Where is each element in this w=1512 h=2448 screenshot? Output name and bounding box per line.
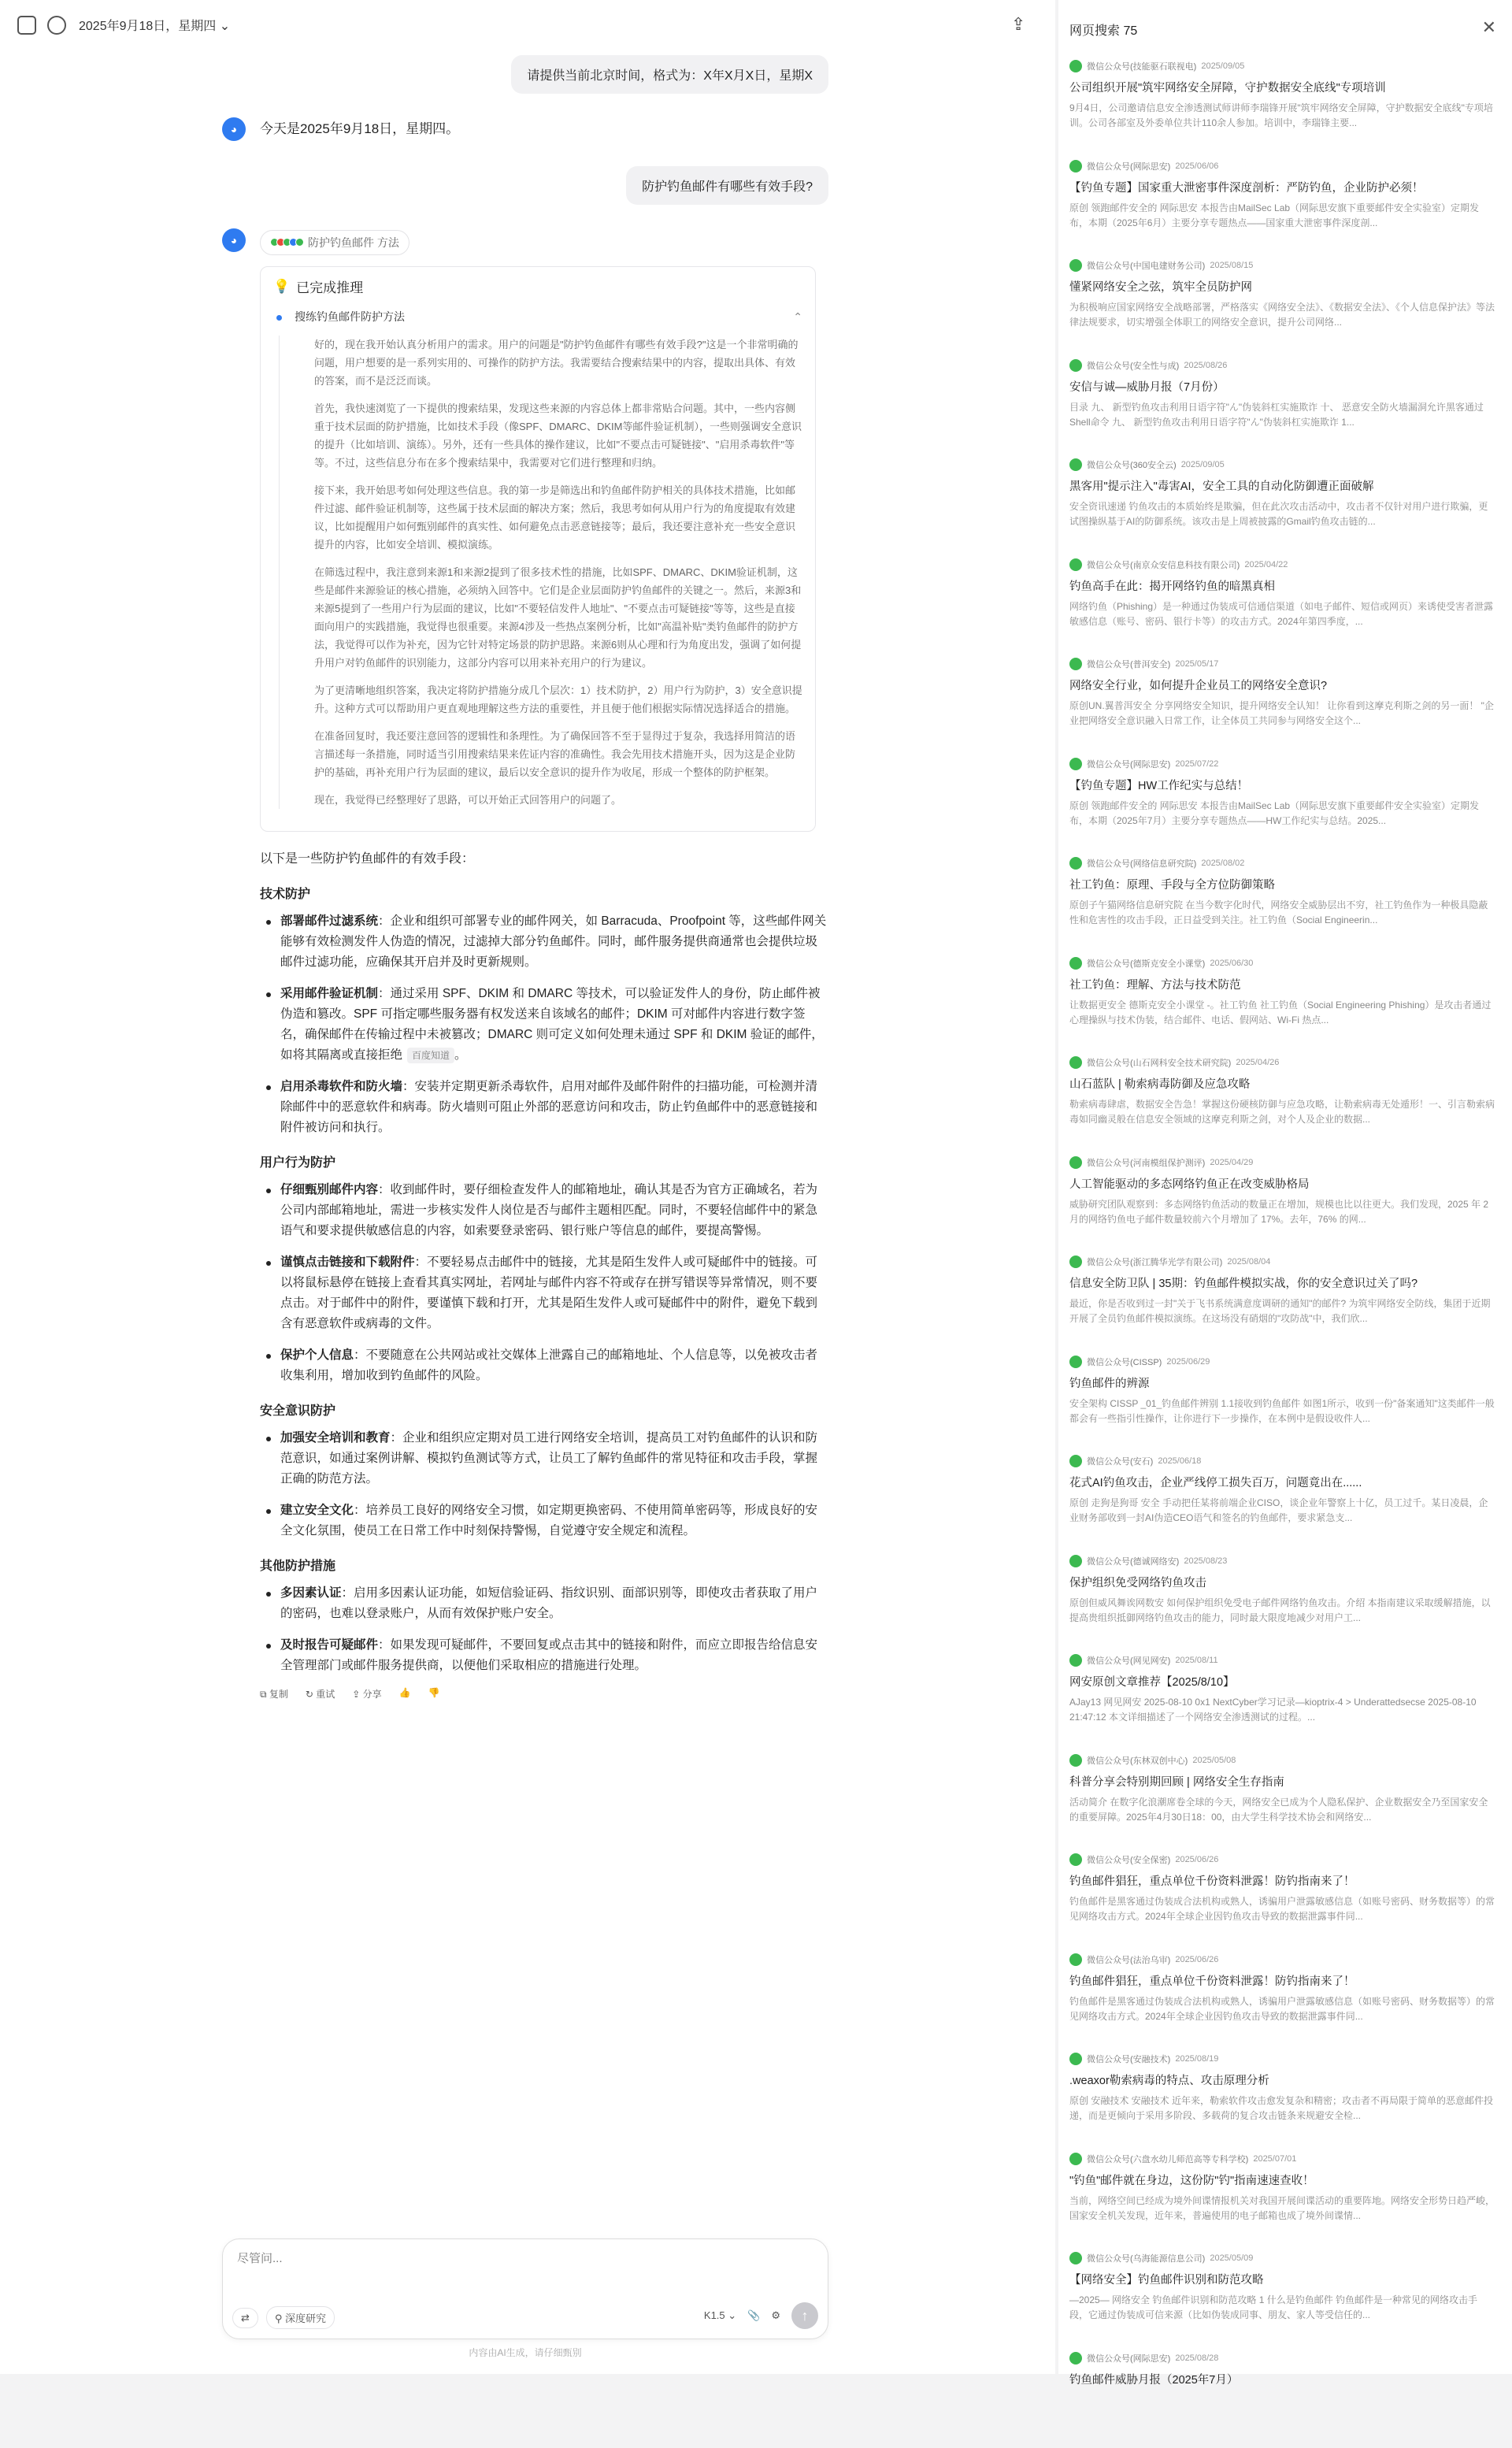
source-name: 微信公众号(乌海能源信息公司) [1087,2252,1205,2264]
source-date: 2025/08/19 [1175,2054,1218,2064]
source-name: 微信公众号(安全保密) [1087,1853,1170,1866]
section-heading: 其他防护措施 [260,1556,828,1574]
wechat-icon [1069,1256,1082,1268]
source-name: 微信公众号(技能驱石联视电) [1087,60,1196,72]
source-card[interactable] [1069,455,1495,555]
source-meta [1069,1852,1495,1868]
source-name: 微信公众号(南京众安信息科技有限公司) [1087,558,1240,571]
source-date: 2025/06/30 [1210,959,1253,968]
thumbs-up-icon[interactable]: 👍 [399,1687,411,1701]
wechat-icon [1069,1853,1082,1866]
reasoning-paragraph: 在准备回复时，我还要注意回答的逻辑性和条理性。为了确保回答不至于显得过于复杂，我选择用简洁的语言描述每一条措施，同时适当引用搜索结果来佐证内容的准确性。我会先用技术措施开头，因为这是企业防护的基础，再补充用户行为层面的建议，最后以安全意识的提升作为收尾，形成一个整体的防护框架。 [314,727,802,781]
item-title: 多因素认证 [280,1586,342,1600]
source-title[interactable]: 山石蓝队 | 勒索病毒防御及应急攻略 [1069,1075,1495,1092]
source-title[interactable]: 钓鱼邮件猖狂，重点单位千份资料泄露！防钓指南来了！ [1069,1872,1495,1889]
settings-icon[interactable]: ⚙ [771,2309,780,2322]
source-name: 微信公众号(德诚网络安) [1087,1555,1179,1567]
source-snippet: 为积极响应国家网络安全战略部署，严格落实《网络安全法》、《数据安全法》、《个人信息保护法》等法律法规要求，切实增强全体职工的网络安全意识，提升公司网络... [1069,300,1495,330]
source-name: 微信公众号(网际思安) [1087,2352,1170,2365]
item-title: 采用邮件验证机制 [280,987,378,1000]
new-chat-icon[interactable] [47,16,66,35]
source-meta [1069,1354,1495,1370]
source-meta [1069,2250,1495,2266]
source-meta [1069,1155,1495,1170]
reasoning-paragraph: 为了更清晰地组织答案，我决定将防护措施分成几个层次：1）技术防护，2）用户行为防护，3）安全意识提升。这种方式可以帮助用户更直观地理解这些方法的重要性，并且便于他们根据实际情况选择适合的措施。 [314,681,802,718]
reasoning-header[interactable] [273,276,802,296]
source-meta [1069,557,1495,573]
source-title[interactable]: 网安原创文章推荐【2025/8/10】 [1069,1673,1495,1689]
source-date: 2025/08/15 [1210,261,1253,270]
copy-button[interactable]: ⧉ 复制 [260,1687,288,1701]
list-item [260,911,828,973]
source-title[interactable]: 花式AI钓鱼攻击，企业严线停工损失百万，问题竟出在...... [1069,1474,1495,1490]
source-snippet: 网络钓鱼（Phishing）是一种通过伪装成可信通信渠道（如电子邮件、短信或网页）来诱使受害者泄露敏感信息（账号、密码、银行卡等）的攻击方式。2024年第四季度，... [1069,599,1495,629]
source-name: 微信公众号(中国电建财务公司) [1087,259,1205,272]
source-date: 2025/09/05 [1181,460,1225,469]
source-meta [1069,756,1495,772]
source-date: 2025/04/26 [1236,1058,1279,1067]
source-name: 微信公众号(普洱安全) [1087,658,1170,670]
list-item [260,1428,828,1489]
source-snippet: 当前，网络空间已经成为境外间谍情报机关对我国开展间谍活动的重要阵地。网络安全形势日趋严峻，国家安全机关发现，近年来，普遍使用的电子邮箱也成了境外间谍情... [1069,2194,1495,2224]
sources-panel [1058,0,1512,2374]
source-snippet: 原创但威风舞诶网数安 如何保护组织免受电子邮件网络钓鱼攻击。介绍 本指南建议采取缓解措施，以提高贵组织抵御网络钓鱼攻击的能力，同时最大限度地减少对用户工... [1069,1596,1495,1626]
source-date: 2025/06/26 [1175,1955,1218,1964]
source-title[interactable]: .weaxor勒索病毒的特点、攻击原理分析 [1069,2072,1495,2088]
item-tail: 。 [454,1048,467,1062]
wechat-icon [1069,758,1082,770]
source-title[interactable]: 钓鱼邮件猖狂，重点单位千份资料泄露！防钓指南来了！ [1069,1972,1495,1989]
list-item [260,984,828,1066]
source-snippet: 安全架构 CISSP _01_钓鱼邮件辨别 1.1接收到钓鱼邮件 如图1所示，收到一份"备案通知"这类邮件一般都会有一些指引性操作，让你进行下一步操作，在本例中是假设收件人... [1069,1396,1495,1426]
list-item [260,1252,828,1334]
sources-title: 网页搜索 75 [1069,20,1137,39]
source-card[interactable] [1069,1252,1495,1352]
item-title: 及时报告可疑邮件 [280,1638,378,1652]
tools-icon[interactable]: ⇄ [232,2308,258,2328]
source-title[interactable]: 公司组织开展"筑牢网络安全屏障，守护数据安全底线"专项培训 [1069,79,1495,95]
source-date: 2025/08/02 [1201,859,1244,868]
user-message: 请提供当前北京时间，格式为：X年X月X日，星期X [511,55,828,94]
source-card[interactable] [1069,57,1495,157]
assistant-text: 今天是2025年9月18日，星期四。 [260,119,828,139]
source-card[interactable] [1069,1850,1495,1950]
source-date: 2025/08/28 [1175,2353,1218,2363]
item-title: 启用杀毒软件和防火墙 [280,1080,402,1093]
source-card[interactable] [1069,2149,1495,2250]
source-name: 微信公众号(CISSP) [1087,1356,1162,1368]
source-card[interactable] [1069,1452,1495,1552]
source-meta [1069,1553,1495,1569]
reasoning-paragraph: 首先，我快速浏览了一下提供的搜索结果，发现这些来源的内容总体上都非常贴合问题。其中，一些内容侧重于技术层面的防护措施，比如技术手段（像SPF、DMARC、DKIM等邮件验证机制），一些则强调安全意识的提升（比如培训、演练）。另外，还有一些具体的操作建议，比如"不要点击可疑链接"、"启用杀毒软件"等等。不过，这些信息分布在多个搜索结果中，我需要对它们进行整理和归纳。 [314,399,802,472]
reasoning-step[interactable] [273,309,802,325]
list-item [260,1077,828,1138]
source-snippet: 原创 安融技术 安融技术 近年来，勒索软件攻击愈发复杂和精密；攻击者不再局限于简单的恶意邮件投递，而是更倾向于采用多阶段、多载荷的复合攻击链条来规避安全检... [1069,2094,1495,2123]
item-title: 部署邮件过滤系统 [280,914,378,928]
assistant-message [222,119,828,139]
item-title: 仔细甄别邮件内容 [280,1183,378,1196]
wechat-icon [1069,359,1082,372]
reasoning-paragraph: 好的，现在我开始认真分析用户的需求。用户的问题是"防护钓鱼邮件有哪些有效手段?"这是一个非常明确的问题，用户想要的是一系列实用的、可操作的防护方法。我需要结合搜索结果中的内容，提取出具体、有效的答案，而不是泛泛而谈。 [314,336,802,390]
item-text: ：企业和组织可部署专业的邮件网关，如 Barracuda、Proofpoint 等，这些邮件网关能够有效检测发件人伪造的情况，过滤掉大部分钓鱼邮件。同时，邮件服务提供商通常也会提供垃圾邮件过滤功能，应确保其开启并及时更新规则。 [280,914,826,969]
reasoning-paragraph: 在筛选过程中，我注意到来源1和来源2提到了很多技术性的措施，比如SPF、DMARC、DKIM验证机制，这些是邮件来源验证的核心措施，必须纳入回答中。它们是企业层面防护钓鱼邮件的关键之一。然后，来源3和来源5提到了一些用户行为层面的建议，比如"不要轻信发件人地址"、"不要点击可疑链接"等等，这些是直接面向用户的实践措施，我觉得也很重要。来源4涉及一些热点案例分析，比如"高温补贴"类钓鱼邮件的防护方法，我觉得可以作为补充，因为它针对特定场景的防护思路。来源6则从心理和行为角度出发，强调了如何提升用户对钓鱼邮件的识别能力，这部分内容可以用来补充用户的行为建议。 [314,563,802,672]
source-title[interactable]: 【网络安全】钓鱼邮件识别和防范攻略 [1069,2271,1495,2287]
item-text: ：不要轻易点击邮件中的链接，尤其是陌生发件人或可疑邮件中的链接。可以将鼠标悬停在链接上查看其真实网址，若网址与邮件内容不符或存在拼写错误等异常情况，则不要点击。对于邮件中的附件，要谨慎下载和打开，尤其是陌生发件人或可疑邮件中的附件，避免下载到含有恶意软件或病毒的文件。 [280,1256,817,1330]
wechat-icon [1069,1156,1082,1169]
source-title[interactable]: 钓鱼邮件的辨源 [1069,1374,1495,1391]
thumbs-down-icon[interactable]: 👎 [428,1687,440,1701]
source-title[interactable]: 科普分享会特别期回顾 | 网络安全生存指南 [1069,1773,1495,1790]
list-item [260,1583,828,1624]
source-date: 2025/07/01 [1253,2154,1296,2164]
source-card[interactable] [1069,2249,1495,2349]
conversation-title[interactable]: 2025年9月18日，星期四 ⌄ [79,16,230,34]
source-meta [1069,855,1495,871]
bullet-list [260,911,828,1138]
source-snippet [1069,2393,1495,2423]
source-meta [1069,1952,1495,1968]
bulb-icon: 💡 [273,279,290,295]
message-actions [260,1687,828,1701]
user-message: 防护钓鱼邮件有哪些有效手段? [626,166,828,205]
source-name: 微信公众号(东林双创中心) [1087,1754,1188,1767]
source-name: 微信公众号(网见网安) [1087,1654,1170,1667]
list-item [260,1635,828,1676]
source-card[interactable] [1069,2049,1495,2149]
source-title[interactable]: "钓鱼"邮件就在身边，这份防"钓"指南速速查收！ [1069,2172,1495,2188]
wechat-icon [1069,2352,1082,2365]
source-date: 2025/08/26 [1184,361,1227,370]
assistant-avatar-icon: ◕ [222,117,246,141]
source-title[interactable]: 信息安全防卫队 | 35期：钓鱼邮件模拟实战，你的安全意识过关了吗? [1069,1274,1495,1291]
source-name: 微信公众号(山石网科安全技术研究院) [1087,1056,1231,1069]
source-card[interactable] [1069,1552,1495,1652]
source-title[interactable]: 社工钓鱼：理解、方法与技术防范 [1069,976,1495,992]
source-date: 2025/06/18 [1158,1456,1201,1466]
source-title[interactable]: 【钓鱼专题】国家重大泄密事件深度剖析：严防钓鱼，企业防护必须！ [1069,179,1495,195]
assistant-message [222,230,828,1701]
source-date: 2025/06/29 [1166,1357,1210,1367]
item-title: 谨慎点击链接和下载附件 [280,1256,415,1269]
composer-right-tools [704,2302,818,2329]
section-heading: 安全意识防护 [260,1400,828,1419]
source-name: 微信公众号(安全性与成) [1087,359,1179,372]
wechat-icon [1069,60,1082,72]
source-card[interactable] [1069,555,1495,655]
source-meta [1069,1055,1495,1070]
source-meta [1069,1652,1495,1668]
source-snippet: 钓鱼邮件是黑客通过伪装成合法机构或熟人，诱骗用户泄露敏感信息（如账号密码、财务数据等）的常见网络攻击方式。2024年全球企业因钓鱼攻击导致的数据泄露事件同... [1069,1994,1495,2024]
deep-research-button[interactable] [266,2306,335,2329]
source-card[interactable] [1069,655,1495,755]
wechat-icon [1069,1356,1082,1368]
section-heading: 技术防护 [260,884,828,902]
search-chip[interactable] [260,230,410,255]
source-snippet: 原创子午猫网络信息研究院 在当今数字化时代，网络安全威胁层出不穷，社工钓鱼作为一种极具隐蔽性和危害性的攻击手段，正日益受到关注。社工钓鱼（Social Engineerin... [1069,898,1495,928]
wechat-icon [1069,1754,1082,1767]
bullet-list [260,1583,828,1676]
source-title[interactable]: 网络安全行业，如何提升企业员工的网络安全意识? [1069,677,1495,693]
answer [260,849,828,1676]
source-meta [1069,457,1495,473]
deep-research-icon: ⚲ [275,2313,285,2324]
source-card[interactable] [1069,1352,1495,1452]
source-date: 2025/05/17 [1175,659,1218,669]
source-snippet: —2025— 网络安全 钓鱼邮件识别和防范攻略 1 什么是钓鱼邮件 钓鱼邮件是一种常见的网络攻击手段，它通过伪装成可信来源（比如伪装成同事、朋友、家人等受信任的... [1069,2293,1495,2323]
source-date: 2025/08/04 [1227,1257,1270,1267]
source-meta [1069,358,1495,373]
wechat-icon [1069,2153,1082,2165]
wechat-icon [1069,2053,1082,2065]
reasoning-step-label: 搜练钓鱼邮件防护方法 [295,310,405,323]
model-selector[interactable]: K1.5 ⌄ [704,2309,736,2322]
source-card[interactable] [1069,2349,1495,2448]
list-item [260,1345,828,1386]
source-card[interactable] [1069,954,1495,1054]
item-text: ：通过采用 SPF、DKIM 和 DMARC 等技术，可以验证发件人的身份，防止邮件被伪造和篡改。SPF 可指定哪些服务器有权发送来自该域名的邮件；DKIM 可对邮件内容进行数字签名，确保邮件在传输过程中未被篡改；DMARC 则可定义如何处理未通过 SPF 和 DKIM 验证的邮件，如将其隔离或直接拒绝 [280,987,824,1062]
source-date: 2025/05/09 [1210,2253,1253,2263]
ai-disclaimer: 内容由AI生成，请仔细甄别 [222,2346,828,2359]
reasoning-body [279,336,802,809]
assistant-avatar-icon: ◕ [222,228,246,252]
item-text: ：安装并定期更新杀毒软件，启用对邮件及邮件附件的扫描功能，可检测并清除邮件中的恶意软件和病毒。防火墙则可阻止外部的恶意访问和攻击，防止钓鱼邮件中的恶意链接和附件被访问和执行。 [280,1080,817,1134]
source-snippet: 安全资讯速递 钓鱼攻击的本质始终是欺骗，但在此次攻击活动中，攻击者不仅针对用户进行欺骗，更试图操纵基于AI的防御系统。该攻击是上周被披露的Gmail钓鱼攻击链的... [1069,499,1495,529]
chevron-up-icon[interactable]: ⌃ [793,310,802,324]
list-item [260,1500,828,1541]
wechat-icon [1069,1555,1082,1567]
reasoning-paragraph: 接下来，我开始思考如何处理这些信息。我的第一步是筛选出和钓鱼邮件防护相关的具体技术措施，比如邮件过滤、邮件验证机制等，这些属于技术层面的解决方案；然后，我思考如何从用户行为的角度提取有效建议，比如提醒用户如何甄别邮件的真实性、如何避免点击恶意链接等；最后，我还要注意补充一些安全意识提升的内容，比如安全培训、模拟演练。 [314,481,802,554]
wechat-icon [1069,857,1082,870]
section-heading: 用户行为防护 [260,1152,828,1170]
search-query: 防护钓鱼邮件 方法 [308,235,399,250]
source-title[interactable]: 懂紧网络安全之弦，筑牢全员防护网 [1069,278,1495,295]
source-title[interactable]: 钓鱼邮件威胁月报（2025年7月） [1069,2371,1495,2387]
reasoning-title: 已完成推理 [296,276,363,296]
source-title[interactable]: 保护组织免受网络钓鱼攻击 [1069,1574,1495,1590]
source-date: 2025/06/06 [1175,161,1218,171]
citation-tag[interactable]: 百度知道 [407,1048,454,1063]
composer [222,2238,828,2339]
wechat-icon [1069,458,1082,471]
wechat-icon [1069,160,1082,172]
source-name: 微信公众号(德斯克安全小课堂) [1087,957,1205,970]
composer-left-tools [232,2306,335,2329]
source-date: 2025/07/22 [1175,759,1218,769]
step-dot-icon [276,315,282,321]
source-date: 2025/08/11 [1175,1656,1217,1665]
source-title[interactable]: 人工智能驱动的多态网络钓鱼正在改变威胁格局 [1069,1175,1495,1192]
wechat-icon [1069,1056,1082,1069]
source-date: 2025/09/05 [1201,61,1244,71]
source-snippet: 原创 领跑邮件安全的 网际思安 本报告由MailSec Lab（网际思安旗下重要邮件安全实验室）定期发布，本期（2025年7月）主要分享专题热点——HW工作纪实与总结。2025... [1069,799,1495,829]
item-text: ：收到邮件时，要仔细检查发件人的邮箱地址，确认其是否为官方正确域名，若为公司内部邮箱地址，需进一步核实发件人岗位是否与邮件主题相匹配。同时，不要轻信邮件中的紧急语气和要求提供敏感信息的内容，如索要登录密码、银行账户等信息的邮件，要提高警惕。 [280,1183,817,1237]
source-card[interactable] [1069,256,1495,356]
source-card[interactable] [1069,1053,1495,1153]
source-name: 微信公众号(河南模组保护测评) [1087,1156,1205,1169]
source-name: 微信公众号(安融技术) [1087,2053,1170,2065]
item-text: ：如果发现可疑邮件，不要回复或点击其中的链接和附件，而应立即报告给信息安全管理部门或邮件服务提供商，以便他们采取相应的措施进行处理。 [280,1638,817,1672]
source-title[interactable]: 安信与诚—威胁月报（7月份） [1069,378,1495,395]
source-name: 微信公众号(浙江腾华光学有限公司) [1087,1256,1222,1268]
source-card[interactable] [1069,755,1495,855]
item-text: ：不要随意在公共网站或社交媒体上泄露自己的邮箱地址、个人信息等，以免被攻击者收集利用，增加收到钓鱼邮件的风险。 [280,1348,817,1382]
source-snippet: 原创 走狗是狗哥 安全 手动把任某将前端企业CISO，谈企业年警察上十亿，员工过千。某日凌晨，企业财务部收到一封AI伪造CEO语气和签名的钓鱼邮件，要求紧急支... [1069,1496,1495,1526]
conversation [222,55,828,1727]
share-icon[interactable]: ⇪ [1011,14,1025,35]
source-name: 微信公众号(网际思安) [1087,160,1170,172]
source-meta [1069,158,1495,174]
wechat-icon [1069,1953,1082,1966]
item-title: 建立安全文化 [280,1504,354,1517]
source-snippet: 9月4日，公司邀请信息安全渗透测试师讲师李瑞锋开展"筑牢网络安全屏障，守护数据安全底线"专项培训。公司各部室及外委单位共计110余人参加。培训中，李瑞锋主要... [1069,101,1495,131]
source-card[interactable] [1069,356,1495,456]
item-text: ：培养员工良好的网络安全习惯，如定期更换密码、不使用简单密码等，形成良好的安全文化氛围，使员工在日常工作中时刻保持警惕，自觉遵守安全规定和流程。 [280,1504,817,1537]
wechat-icon [1069,1455,1082,1467]
chat-input[interactable] [237,2252,804,2265]
source-date: 2025/08/23 [1184,1556,1227,1566]
item-text: ：启用多因素认证功能，如短信验证码、指纹识别、面部识别等，即使攻击者获取了用户的密码，也难以登录账户，从而有效保护账户安全。 [280,1586,817,1620]
source-title[interactable]: 社工钓鱼：原理、手段与全方位防御策略 [1069,876,1495,892]
source-meta [1069,656,1495,672]
source-snippet: 让数据更安全 德斯克安全小课堂 -。社工钓鱼 社工钓鱼（Social Engineering Phishing）是攻击者通过心理操纵与技术伪装，结合邮件、电话、假网站、Wi-Fi 热点... [1069,998,1495,1028]
source-meta [1069,955,1495,971]
source-favicons-icon [270,236,302,249]
source-snippet: 勒索病毒肆虐，数据安全告急！掌握这份硬核防御与应急攻略，让勒索病毒无处遁形！一、引言勒索病毒如同幽灵般在信息安全领域的这摩克利斯之剑，对个人及企业的数据... [1069,1097,1495,1127]
reasoning-paragraph: 现在，我觉得已经整理好了思路，可以开始正式回答用户的问题了。 [314,791,802,809]
source-card[interactable] [1069,1153,1495,1253]
send-button[interactable]: ↑ [791,2302,818,2329]
bullet-list [260,1180,828,1386]
source-name: 微信公众号(六盘水幼儿师范高等专科学校) [1087,2153,1248,2165]
source-name: 微信公众号(法治乌审) [1087,1953,1170,1966]
source-snippet: 原创UN.翼普洱安全 分享网络安全知识，提升网络安全认知！ 让你看到这摩克利斯之剑的另一面！ "企业把网络安全意识融入日常工作，让全体员工共同参与网络安全这个... [1069,699,1495,729]
source-name: 微信公众号(网际思安) [1087,758,1170,770]
source-snippet: 原创 领跑邮件安全的 网际思安 本报告由MailSec Lab（网际思安旗下重要邮件安全实验室）定期发布，本期（2025年6月）主要分享专题热点——国家重大泄密事件深度剖... [1069,201,1495,231]
reasoning-panel [260,266,816,832]
answer-lead: 以下是一些防护钓鱼邮件的有效手段： [260,849,828,870]
source-snippet: AJay13 网见网安 2025-08-10 0x1 NextCyber学习记录—kioptrix-4 > Underattedsecse 2025-08-10 21:47:12 本文详细描述了一个网络安全渗透测试的过程。... [1069,1695,1495,1725]
item-title: 保护个人信息 [280,1348,354,1362]
source-title[interactable]: 钓鱼高手在此：揭开网络钓鱼的暗黑真相 [1069,577,1495,594]
item-title: 加强安全培训和教育 [280,1431,391,1445]
source-meta [1069,2350,1495,2366]
source-title[interactable]: 【钓鱼专题】HW工作纪实与总结！ [1069,777,1495,793]
sources-list [1069,57,1495,2448]
source-date: 2025/05/08 [1192,1756,1236,1765]
source-meta [1069,2151,1495,2167]
retry-button[interactable]: ↻ 重试 [306,1687,335,1701]
share-button[interactable]: ⇪ 分享 [352,1687,381,1701]
source-meta [1069,1753,1495,1768]
wechat-icon [1069,259,1082,272]
attach-icon[interactable]: 📎 [747,2309,760,2322]
source-snippet: 钓鱼邮件是黑客通过伪装成合法机构或熟人，诱骗用户泄露敏感信息（如账号密码、财务数据等）的常见网络攻击方式。2024年全球企业因钓鱼攻击导致的数据泄露事件同... [1069,1894,1495,1924]
sidebar-toggle-icon[interactable] [17,16,36,35]
source-snippet: 活动简介 在数字化浪潮席卷全球的今天，网络安全已成为个人隐私保护、企业数据安全乃至国家安全的重要屏障。2025年4月30日18：00，由大学生科学技术协会和网络安... [1069,1795,1495,1825]
source-card[interactable] [1069,854,1495,954]
source-meta [1069,2051,1495,2067]
source-date: 2025/04/29 [1210,1158,1253,1167]
close-icon[interactable]: ✕ [1482,17,1496,38]
wechat-icon [1069,558,1082,571]
source-date: 2025/04/22 [1244,560,1288,569]
wechat-icon [1069,2252,1082,2264]
wechat-icon [1069,1654,1082,1667]
source-meta [1069,1453,1495,1469]
source-name: 微信公众号(安石) [1087,1455,1153,1467]
source-meta [1069,58,1495,74]
source-title[interactable]: 黑客用"提示注入"毒害AI，安全工具的自动化防御遭正面破解 [1069,477,1495,494]
top-bar [0,0,1055,50]
deep-research-label: 深度研究 [285,2313,326,2324]
source-meta [1069,258,1495,273]
list-item [260,1180,828,1241]
source-name: 微信公众号(网络信息研究院) [1087,857,1196,870]
source-card[interactable] [1069,1651,1495,1751]
source-card[interactable] [1069,157,1495,257]
source-name: 微信公众号(360安全云) [1087,458,1177,471]
wechat-icon [1069,658,1082,670]
source-meta [1069,1254,1495,1270]
source-snippet: 最近，你是否收到过一封"关于飞书系统满意度调研的通知"的邮件? 为筑牢网络安全防线，集团于近期开展了全员钓鱼邮件模拟演练。在这场没有硝烟的"攻防战"中，我们欣... [1069,1296,1495,1326]
wechat-icon [1069,957,1082,970]
source-card[interactable] [1069,1950,1495,2050]
source-snippet: 威胁研究团队观察到：多态网络钓鱼活动的数量正在增加，规模也比以往更大。我们发现，2025 年 2 月的网络钓鱼电子邮件数量较前六个月增加了 17%。去年，76% 的网... [1069,1197,1495,1227]
source-card[interactable] [1069,1751,1495,1851]
bullet-list [260,1428,828,1541]
source-snippet: 目录 九、 新型钓鱼攻击利用日语字符"ん"伪装斜杠实施欺诈 十、 恶意安全防火墙漏洞允许黑客通过Shell命令 九、 新型钓鱼攻击利用日语字符"ん"伪装斜杠实施欺诈 1... [1069,400,1495,430]
item-text: ：企业和组织应定期对员工进行网络安全培训，提高员工对钓鱼邮件的认识和防范意识，如通过案例讲解、模拟钓鱼测试等方式，让员工了解钓鱼邮件的常见特征和攻击手段，掌握正确的防范方法。 [280,1431,817,1485]
source-date: 2025/06/26 [1175,1855,1218,1864]
